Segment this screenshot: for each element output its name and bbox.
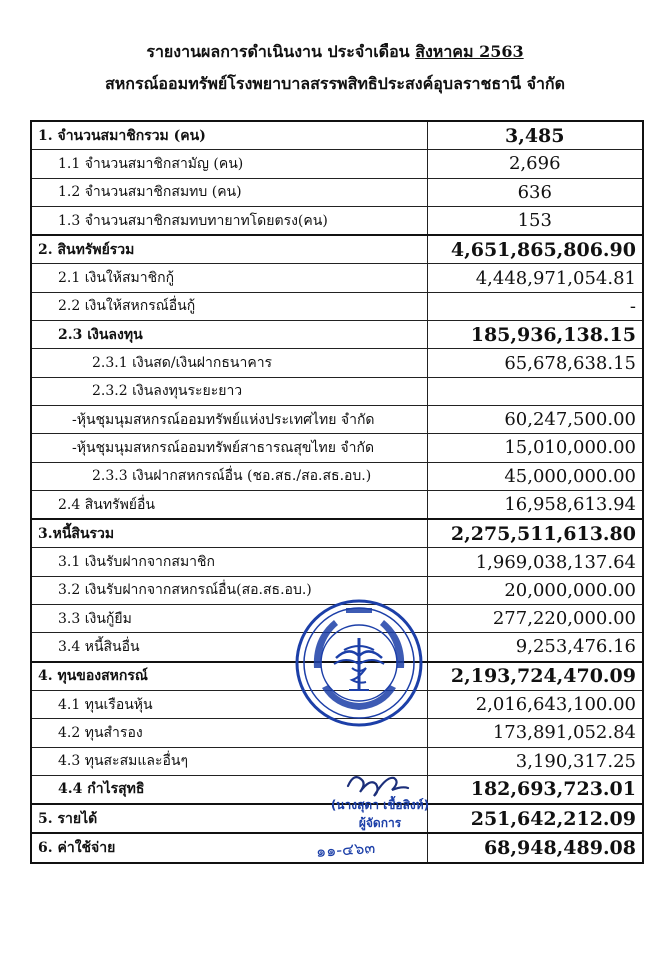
- row-label: 3.3 เงินกู้ยืม: [31, 605, 427, 633]
- table-row: [31, 719, 643, 747]
- row-label: 2.3 เงินลงทุน: [31, 321, 427, 349]
- row-label: 3.1 เงินรับฝากจากสมาชิก: [31, 548, 427, 576]
- performance-table: [30, 120, 644, 864]
- table-row: [31, 690, 643, 718]
- row-value: 173,891,052.84: [427, 719, 643, 747]
- row-label: 1. จำนวนสมาชิกรวม (คน): [31, 121, 427, 150]
- table-row: [31, 206, 643, 235]
- signature-date: ๑๑-๔๖๓: [315, 837, 376, 862]
- table-row: [31, 121, 643, 150]
- row-label: -หุ้นชุมนุมสหกรณ์ออมทรัพย์สาธารณสุขไทย จำกัด: [31, 434, 427, 462]
- signatory-block: [300, 796, 460, 832]
- row-value: 4,448,971,054.81: [427, 264, 643, 292]
- row-value: 4,651,865,806.90: [427, 235, 643, 264]
- cooperative-name: สหกรณ์ออมทรัพย์โรงพยาบาลสรรพสิทธิประสงค์อุบลราชธานี จำกัด: [104, 74, 566, 93]
- table-row: [31, 292, 643, 320]
- row-label: 6. ค่าใช้จ่าย: [31, 833, 427, 862]
- table-row: [31, 150, 643, 178]
- table-row: [31, 377, 643, 405]
- table-row: [31, 178, 643, 206]
- row-label: 3.4 หนี้สินอื่น: [31, 633, 427, 662]
- table-row: [31, 747, 643, 775]
- row-label: 5. รายได้: [31, 804, 427, 833]
- table-row: [31, 548, 643, 576]
- row-value: 185,936,138.15: [427, 321, 643, 349]
- table-row: [31, 434, 643, 462]
- row-label: 2.1 เงินให้สมาชิกกู้: [31, 264, 427, 292]
- row-label: -หุ้นชุมนุมสหกรณ์ออมทรัพย์แห่งประเทศไทย จำกัด: [31, 405, 427, 433]
- row-label: 3.2 เงินรับฝากจากสหกรณ์อื่น(สอ.สธ.อบ.): [31, 576, 427, 604]
- signatory-position: ผู้จัดการ: [358, 816, 402, 830]
- row-label: 1.1 จำนวนสมาชิกสามัญ (คน): [31, 150, 427, 178]
- table-row: [31, 264, 643, 292]
- table-row: [31, 462, 643, 490]
- row-value: 20,000,000.00: [427, 576, 643, 604]
- row-value: 3,485: [427, 121, 643, 150]
- row-label: 4.1 ทุนเรือนหุ้น: [31, 690, 427, 718]
- report-month: สิงหาคม 2563: [415, 42, 524, 61]
- row-value: 16,958,613.94: [427, 490, 643, 519]
- row-value: 2,275,511,613.80: [427, 519, 643, 548]
- table-row: [31, 490, 643, 519]
- table-row: [31, 576, 643, 604]
- row-label: 2.4 สินทรัพย์อื่น: [31, 490, 427, 519]
- table-row: [31, 519, 643, 548]
- row-value: 182,693,723.01: [427, 775, 643, 804]
- row-value: 1,969,038,137.64: [427, 548, 643, 576]
- row-value: -: [427, 292, 643, 320]
- row-label: 4.3 ทุนสะสมและอื่นๆ: [31, 747, 427, 775]
- row-label: 3.หนี้สินรวม: [31, 519, 427, 548]
- row-value: 277,220,000.00: [427, 605, 643, 633]
- table-row: [31, 605, 643, 633]
- row-label: 2.3.2 เงินลงทุนระยะยาว: [31, 377, 427, 405]
- table-row: [31, 235, 643, 264]
- row-label: 2. สินทรัพย์รวม: [31, 235, 427, 264]
- row-label: 1.2 จำนวนสมาชิกสมทบ (คน): [31, 178, 427, 206]
- table-row: [31, 633, 643, 662]
- row-label: 1.3 จำนวนสมาชิกสมทบทายาทโดยตรง(คน): [31, 206, 427, 235]
- row-value: 2,696: [427, 150, 643, 178]
- table-row: [31, 662, 643, 691]
- row-label: 4. ทุนของสหกรณ์: [31, 662, 427, 691]
- table-row: [31, 405, 643, 433]
- row-label: 2.3.1 เงินสด/เงินฝากธนาคาร: [31, 349, 427, 377]
- row-value: 60,247,500.00: [427, 405, 643, 433]
- row-value: 2,016,643,100.00: [427, 690, 643, 718]
- row-value: 68,948,489.08: [427, 833, 643, 862]
- row-value: 2,193,724,470.09: [427, 662, 643, 691]
- row-label: 2.2 เงินให้สหกรณ์อื่นกู้: [31, 292, 427, 320]
- performance-table-body: [31, 121, 643, 863]
- signatory-name: (นางสุดา เชื้อสิงห์): [330, 798, 430, 812]
- row-label: 4.2 ทุนสำรอง: [31, 719, 427, 747]
- table-row: [31, 321, 643, 349]
- row-value: 45,000,000.00: [427, 462, 643, 490]
- row-label: 2.3.3 เงินฝากสหกรณ์อื่น (ชอ.สธ./สอ.สธ.อบ.): [31, 462, 427, 490]
- report-title-prefix: รายงานผลการดำเนินงาน ประจำเดือน: [146, 42, 410, 61]
- row-value: 3,190,317.25: [427, 747, 643, 775]
- row-value: [427, 377, 643, 405]
- report-title: [0, 42, 670, 62]
- row-value: 153: [427, 206, 643, 235]
- row-value: 636: [427, 178, 643, 206]
- row-label: 4.4 กำไรสุทธิ: [31, 775, 427, 804]
- table-row: [31, 349, 643, 377]
- row-value: 251,642,212.09: [427, 804, 643, 833]
- row-value: 65,678,638.15: [427, 349, 643, 377]
- row-value: 9,253,476.16: [427, 633, 643, 662]
- row-value: 15,010,000.00: [427, 434, 643, 462]
